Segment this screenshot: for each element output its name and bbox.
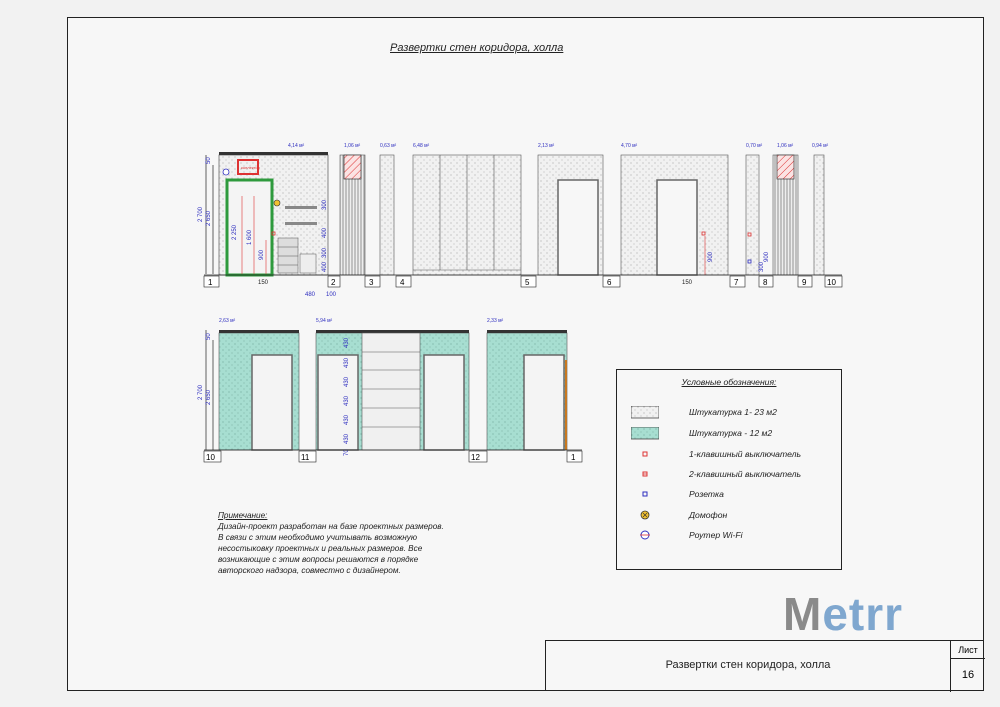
legend-box (616, 369, 842, 570)
note-line: возникающие с этим вопросы решаются в порядке (218, 555, 419, 564)
wall-label: 12 (471, 453, 480, 462)
wall-label: 8 (763, 278, 768, 287)
dim-900-a: 900 (259, 249, 265, 260)
area-wall-4: 6,48 м² (413, 143, 430, 149)
dim-50: 50 (206, 157, 212, 164)
dim-150-b: 150 (682, 280, 693, 286)
area-wall-2: 1,06 м² (344, 143, 361, 149)
dim-480: 480 (305, 292, 316, 298)
dim-2250: 2 250 (232, 224, 238, 240)
note-heading: Примечание: (218, 511, 268, 520)
wall-label: 6 (607, 278, 612, 287)
wall-label: 11 (301, 453, 310, 462)
legend-item (617, 528, 841, 544)
dim-430-6: 430 (344, 433, 350, 444)
title-block (545, 640, 984, 691)
wall-label: 7 (734, 278, 739, 287)
sheet-number: 16 (950, 659, 985, 692)
row1-wall-labels (204, 276, 842, 287)
legend-item (617, 467, 841, 483)
legend-label: Штукатурка - 12 м2 (689, 428, 773, 438)
dim-430-5: 430 (344, 414, 350, 425)
dim-400-b: 400 (322, 261, 328, 272)
dim-430-3: 430 (344, 376, 350, 387)
dim-430-1: 430 (344, 337, 350, 348)
dim-2700-r2: 2 700 (198, 384, 204, 400)
dim-1600: 1 600 (247, 229, 253, 245)
metrr-logo: Metrr (783, 588, 904, 640)
legend-title: Условные обозначения: (681, 377, 777, 387)
area-wall-10: 2,63 м² (219, 318, 236, 324)
wifi-router-icon (631, 529, 659, 542)
socket-icon (631, 488, 659, 501)
dim-2650: 2 650 (206, 210, 212, 226)
dim-900-b: 900 (708, 251, 714, 262)
wall-label: 4 (400, 278, 405, 287)
sheet-label: Лист (950, 641, 985, 659)
area-wall-6: 4,70 м² (621, 143, 638, 149)
dim-100-a: 100 (326, 292, 337, 298)
dim-300-b: 300 (322, 247, 328, 258)
svg-text:коллектор: коллектор (241, 165, 260, 170)
wall-elevation-row-1 (198, 143, 842, 298)
legend-label: Штукатурка 1- 23 м2 (689, 407, 777, 417)
legend-label: Домофон (689, 510, 728, 520)
legend-item (617, 508, 841, 524)
dim-150-a: 150 (258, 280, 269, 286)
drawing-title: Развертки стен коридора, холла (390, 42, 564, 54)
plaster-green-swatch-icon (631, 427, 659, 440)
area-wall-11: 5,94 м² (316, 318, 333, 324)
dim-430-2: 430 (344, 357, 350, 368)
legend-item (617, 426, 841, 442)
dim-400-a: 400 (322, 227, 328, 238)
dim-300-c: 300 (759, 261, 765, 272)
area-wall-8: 1,06 м² (777, 143, 794, 149)
wall-label: 5 (525, 278, 530, 287)
wall-elevation-row-2 (198, 318, 582, 462)
dim-50-r2: 50 (206, 333, 212, 340)
dim-300-a: 300 (322, 199, 328, 210)
dim-2650-r2: 2 650 (206, 389, 212, 405)
note-line: Дизайн-проект разработан на базе проектных размеров. (218, 522, 444, 531)
note-block (218, 510, 518, 576)
dim-430-4: 430 (344, 395, 350, 406)
area-wall-5: 2,13 м² (538, 143, 555, 149)
dim-2700: 2 700 (198, 206, 204, 222)
area-wall-1: 4,14 м² (288, 143, 305, 149)
note-line: В связи с этим необходимо учитывать возможную (218, 533, 418, 542)
row2-wall-labels (204, 451, 582, 462)
wall-label: 10 (206, 453, 215, 462)
wall-label: 1 (571, 453, 576, 462)
area-wall-12: 2,33 м² (487, 318, 504, 324)
area-wall-9: 0,94 м² (812, 143, 829, 149)
legend-label: Розетка (689, 489, 724, 499)
dim-70: 70 (344, 449, 350, 456)
legend-item (617, 405, 841, 421)
area-wall-3: 0,63 м² (380, 143, 397, 149)
note-line: несостыковку проектных и реальных размеров. Все (218, 544, 423, 553)
legend-item (617, 447, 841, 463)
legend-label: Роутер Wi-Fi (689, 530, 743, 540)
dim-900-c: 900 (764, 251, 770, 262)
plaster-white-swatch-icon (631, 406, 659, 419)
wall-label: 10 (827, 278, 836, 287)
legend-label: 2-клавишный выключатель (689, 469, 801, 479)
intercom-icon (631, 509, 659, 522)
note-line: авторского надзора, совместно с дизайнером. (218, 566, 401, 575)
title-block-text: Развертки стен коридора, холла (665, 659, 831, 671)
legend-label: 1-клавишный выключатель (689, 449, 801, 459)
legend-item (617, 487, 841, 503)
wall-label: 2 (331, 278, 336, 287)
wall-label: 1 (208, 278, 213, 287)
area-wall-7: 0,70 м² (746, 143, 763, 149)
double-switch-icon (631, 468, 659, 481)
single-switch-icon (631, 448, 659, 461)
wall-label: 3 (369, 278, 374, 287)
wall-label: 9 (802, 278, 807, 287)
